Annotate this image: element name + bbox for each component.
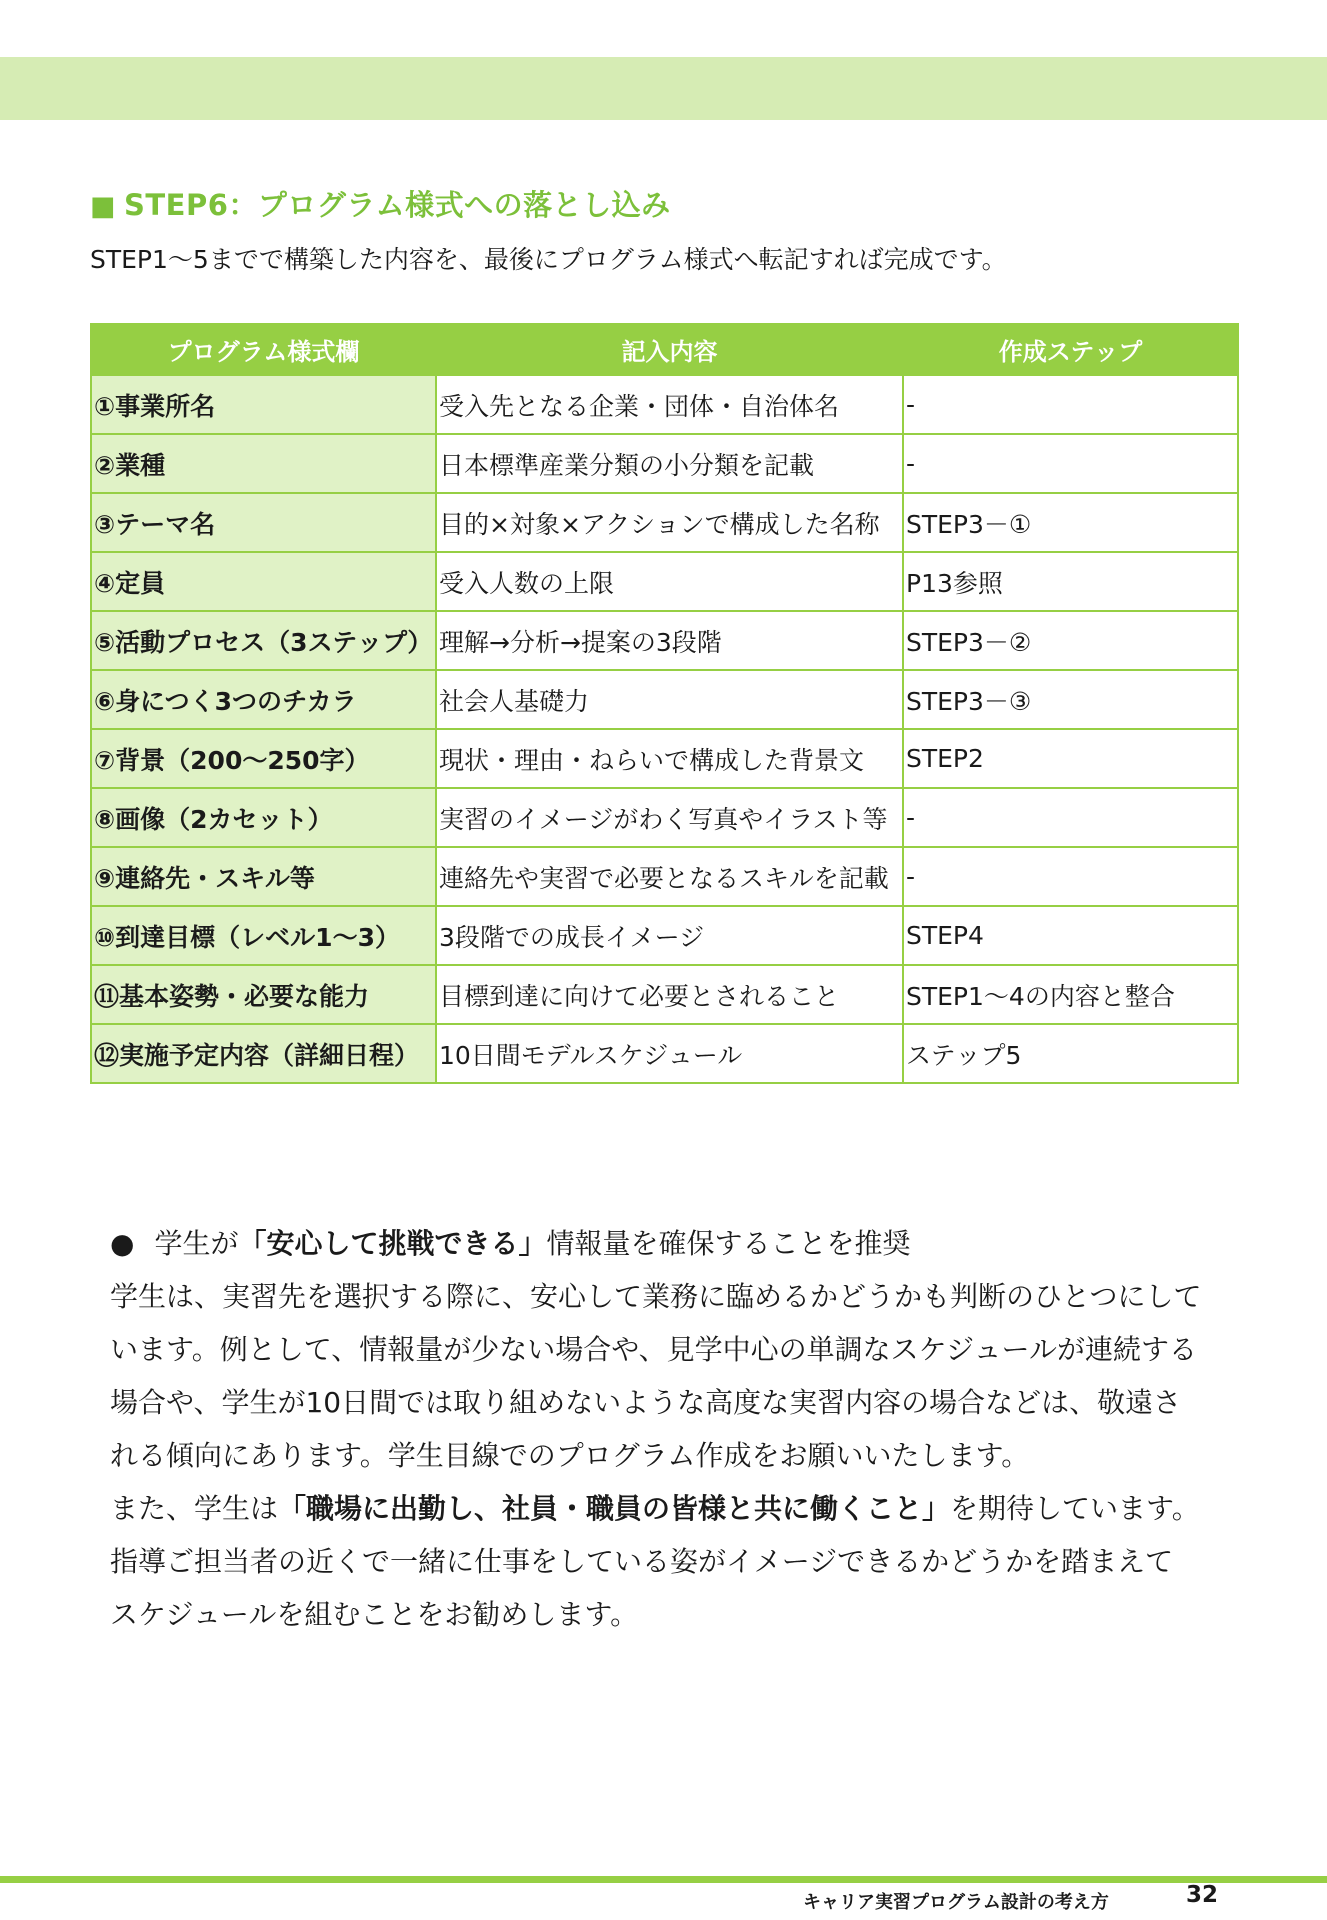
entry-content-cell: 日本標準産業分類の小分類を記載 xyxy=(436,434,903,493)
creation-step-cell: - xyxy=(903,788,1238,847)
entry-content-cell: 受入先となる企業・団体・自治体名 xyxy=(436,375,903,434)
creation-step-cell: STEP3－① xyxy=(903,493,1238,552)
table-row xyxy=(91,847,1238,906)
column-header-creation-step: 作成ステップ xyxy=(903,324,1238,375)
creation-step-cell: STEP2 xyxy=(903,729,1238,788)
recommendation-post: 情報量を確保することを推奨 xyxy=(546,1227,911,1260)
table-row xyxy=(91,434,1238,493)
entry-content-cell: 3段階での成長イメージ xyxy=(436,906,903,965)
body-line: スケジュールを組むことをお勧めします。 xyxy=(110,1598,639,1631)
creation-step-cell: STEP3－③ xyxy=(903,670,1238,729)
table-row xyxy=(91,670,1238,729)
recommendation-emphasis: 「安心して挑戦できる」 xyxy=(238,1227,547,1260)
creation-step-cell: - xyxy=(903,847,1238,906)
form-field-cell: ②業種 xyxy=(91,434,436,493)
body-line-pre: また、学生は xyxy=(110,1492,279,1525)
form-field-cell: ⑫実施予定内容（詳細日程） xyxy=(91,1024,436,1083)
entry-content-cell: 社会人基礎力 xyxy=(436,670,903,729)
body-line-emphasis: 「職場に出勤し、社員・職員の皆様と共に働くこと」 xyxy=(278,1492,951,1525)
recommendation-pre: 学生が xyxy=(154,1227,239,1260)
form-field-cell: ④定員 xyxy=(91,552,436,611)
entry-content-cell: 目標到達に向けて必要とされること xyxy=(436,965,903,1024)
intro-text: STEP1～5までで構築した内容を、最後にプログラム様式へ転記すれば完成です。 xyxy=(90,245,1007,274)
footer-title: キャリア実習プログラム設計の考え方 xyxy=(803,1892,1109,1913)
table-row xyxy=(91,788,1238,847)
body-line: 場合や、学生が10日間では取り組めないような高度な実習内容の場合などは、敬遠さ xyxy=(110,1386,1182,1419)
entry-content-cell: 10日間モデルスケジュール xyxy=(436,1024,903,1083)
form-field-cell: ⑤活動プロセス（3ステップ） xyxy=(91,611,436,670)
body-line-post: を期待しています。 xyxy=(950,1492,1200,1525)
form-field-cell: ⑩到達目標（レベル1～3） xyxy=(91,906,436,965)
table-row xyxy=(91,611,1238,670)
body-line: います。例として、情報量が少ない場合や、見学中心の単調なスケジュールが連続する xyxy=(110,1333,1197,1366)
top-header-band xyxy=(0,57,1327,120)
creation-step-cell: P13参照 xyxy=(903,552,1238,611)
section-heading xyxy=(90,183,671,224)
table-row xyxy=(91,729,1238,788)
column-header-form-field: プログラム様式欄 xyxy=(91,324,436,375)
form-field-cell: ①事業所名 xyxy=(91,375,436,434)
recommendation-body xyxy=(110,1270,1220,1641)
entry-content-cell: 目的×対象×アクションで構成した名称 xyxy=(436,493,903,552)
body-line: 指導ご担当者の近くで一緒に仕事をしている姿がイメージできるかどうかを踏まえて xyxy=(110,1545,1174,1578)
entry-content-cell: 現状・理由・ねらいで構成した背景文 xyxy=(436,729,903,788)
footer-rule xyxy=(0,1876,1327,1883)
creation-step-cell: ステップ5 xyxy=(903,1024,1238,1083)
table-row xyxy=(91,552,1238,611)
column-header-entry-content: 記入内容 xyxy=(436,324,903,375)
page-number: 32 xyxy=(1186,1882,1219,1908)
form-field-cell: ⑧画像（2カセット） xyxy=(91,788,436,847)
form-field-cell: ⑦背景（200～250字） xyxy=(91,729,436,788)
form-field-cell: ③テーマ名 xyxy=(91,493,436,552)
square-bullet-icon: ■ xyxy=(90,191,117,222)
form-field-cell: ⑨連絡先・スキル等 xyxy=(91,847,436,906)
creation-step-cell: STEP1～4の内容と整合 xyxy=(903,965,1238,1024)
section-heading-text: STEP6：プログラム様式への落とし込み xyxy=(124,188,671,222)
creation-step-cell: STEP4 xyxy=(903,906,1238,965)
form-field-cell: ⑪基本姿勢・必要な能力 xyxy=(91,965,436,1024)
bullet-dot-icon: ● xyxy=(110,1227,135,1260)
entry-content-cell: 連絡先や実習で必要となるスキルを記載 xyxy=(436,847,903,906)
body-line: 学生は、実習先を選択する際に、安心して業務に臨めるかどうかも判断のひとつにして xyxy=(110,1280,1202,1313)
body-line: れる傾向にあります。学生目線でのプログラム作成をお願いいたします。 xyxy=(110,1439,1030,1472)
table-row xyxy=(91,965,1238,1024)
entry-content-cell: 理解→分析→提案の3段階 xyxy=(436,611,903,670)
table-row xyxy=(91,1024,1238,1083)
body-line xyxy=(110,1482,1220,1535)
entry-content-cell: 受入人数の上限 xyxy=(436,552,903,611)
program-form-table xyxy=(90,323,1239,1084)
entry-content-cell: 実習のイメージがわく写真やイラスト等 xyxy=(436,788,903,847)
form-field-cell: ⑥身につく3つのチカラ xyxy=(91,670,436,729)
table-row xyxy=(91,375,1238,434)
table-header-row xyxy=(91,324,1238,375)
creation-step-cell: - xyxy=(903,375,1238,434)
table-row xyxy=(91,493,1238,552)
table-row xyxy=(91,906,1238,965)
recommendation-heading xyxy=(110,1222,910,1262)
creation-step-cell: STEP3－② xyxy=(903,611,1238,670)
creation-step-cell: - xyxy=(903,434,1238,493)
